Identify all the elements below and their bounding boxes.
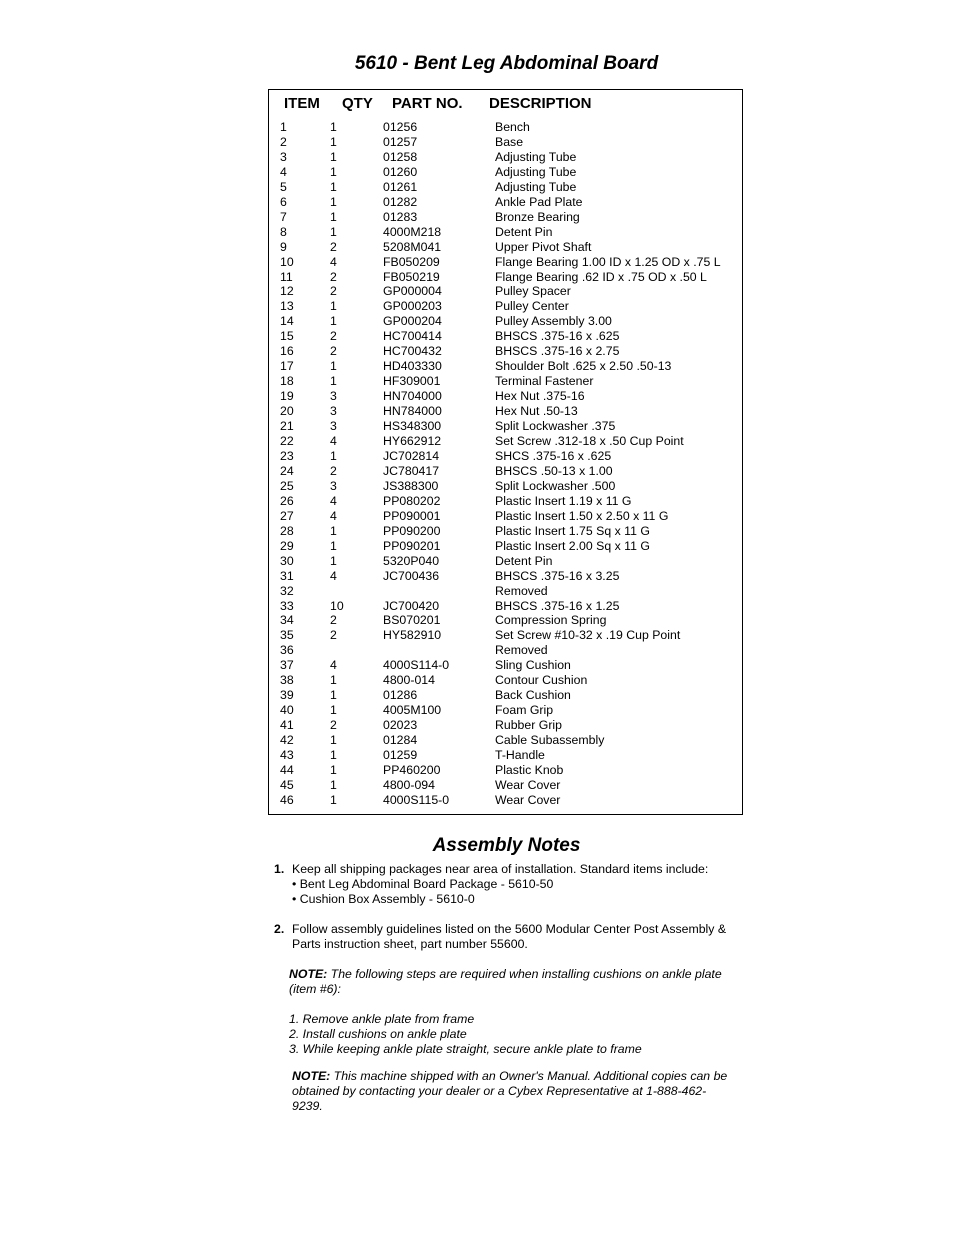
- cell-part-no: FB050209: [383, 254, 440, 269]
- table-header: [269, 95, 742, 115]
- cell-item: 12: [280, 284, 294, 299]
- cell-part-no: GP000004: [383, 284, 442, 299]
- note-3-line-2: (item #6):: [289, 982, 341, 996]
- cell-qty: 1: [330, 448, 337, 463]
- cell-description: Pulley Assembly 3.00: [495, 314, 612, 329]
- cell-part-no: 01259: [383, 748, 418, 763]
- cell-part-no: GP000203: [383, 299, 442, 314]
- cell-qty: 2: [330, 628, 337, 643]
- header-qty: QTY: [342, 95, 373, 112]
- assembly-notes-title: Assembly Notes: [432, 835, 581, 856]
- table-row: [269, 703, 742, 718]
- cell-part-no: 01286: [383, 688, 418, 703]
- cell-item: 6: [280, 194, 287, 209]
- cell-part-no: JC780417: [383, 463, 440, 478]
- cell-part-no: 4005M100: [383, 703, 442, 718]
- cell-item: 28: [280, 523, 294, 538]
- cell-part-no: JC702814: [383, 448, 440, 463]
- table-row: [269, 314, 742, 329]
- cell-description: Wear Cover: [495, 777, 561, 792]
- cell-item: 45: [280, 777, 294, 792]
- table-row: [269, 225, 742, 240]
- cell-description: Ankle Pad Plate: [495, 194, 583, 209]
- cell-item: 18: [280, 374, 294, 389]
- note-2-number: 2.: [274, 922, 285, 936]
- table-row: [269, 389, 742, 404]
- cell-item: 44: [280, 762, 294, 777]
- cell-qty: 1: [330, 523, 337, 538]
- cell-description: Plastic Insert 1.75 Sq x 11 G: [495, 523, 650, 538]
- table-row: [269, 135, 742, 150]
- cell-qty: 1: [330, 792, 337, 807]
- note-4-text: This machine shipped with an Owner's Manual. Additional copies can be: [330, 1069, 728, 1083]
- table-row: [269, 748, 742, 763]
- cell-qty: 1: [330, 762, 337, 777]
- cell-part-no: 5208M041: [383, 239, 442, 254]
- note-1-bullet-1: • Bent Leg Abdominal Board Package - 5610-50: [292, 877, 554, 891]
- cell-item: 1: [280, 120, 287, 134]
- cell-description: BHSCS .375-16 x .625: [495, 329, 620, 344]
- table-row: [269, 673, 742, 688]
- table-row: [269, 584, 742, 599]
- table-body: [269, 120, 742, 808]
- cell-item: 14: [280, 314, 294, 329]
- note-1-number: 1.: [274, 862, 285, 876]
- table-row: [269, 464, 742, 479]
- cell-part-no: JC700436: [383, 568, 440, 583]
- cell-item: 24: [280, 463, 294, 478]
- cell-qty: 2: [330, 269, 337, 284]
- table-row: [269, 299, 742, 314]
- cell-item: 23: [280, 448, 294, 463]
- cell-item: 39: [280, 688, 294, 703]
- cell-item: 31: [280, 568, 294, 583]
- cell-item: 16: [280, 344, 294, 359]
- cell-description: BHSCS .375-16 x 3.25: [495, 568, 620, 583]
- cell-item: 2: [280, 134, 287, 149]
- cell-part-no: 4800-094: [383, 777, 435, 792]
- note-3-text: The following steps are required when installing cushions on ankle plate: [327, 967, 722, 981]
- table-row: [269, 404, 742, 419]
- cell-item: 38: [280, 673, 294, 688]
- note-4-label: NOTE:: [292, 1069, 331, 1083]
- cell-description: Shoulder Bolt .625 x 2.50 .50-13: [495, 359, 672, 374]
- cell-description: Pulley Center: [495, 299, 569, 314]
- table-row: [269, 628, 742, 643]
- cell-description: Hex Nut .50-13: [495, 404, 578, 419]
- cell-qty: 1: [330, 553, 337, 568]
- cell-item: 11: [280, 269, 293, 284]
- cell-qty: 4: [330, 658, 337, 673]
- cell-description: Cable Subassembly: [495, 733, 605, 748]
- table-row: [269, 180, 742, 195]
- cell-part-no: HC700432: [383, 344, 442, 359]
- cell-description: Pulley Spacer: [495, 284, 571, 299]
- cell-item: 30: [280, 553, 294, 568]
- cell-item: 8: [280, 224, 287, 239]
- cell-part-no: HY662912: [383, 434, 442, 449]
- cell-part-no: 01283: [383, 209, 418, 224]
- cell-description: Upper Pivot Shaft: [495, 239, 592, 254]
- cell-item: 29: [280, 538, 294, 553]
- table-row: [269, 120, 742, 135]
- cell-part-no: 4000S114-0: [383, 658, 450, 673]
- cell-item: 41: [280, 718, 294, 733]
- table-row: [269, 599, 742, 614]
- cell-qty: 2: [330, 613, 337, 628]
- cell-qty: 1: [330, 703, 337, 718]
- cell-part-no: FB050219: [383, 269, 440, 284]
- cell-item: 9: [280, 239, 287, 254]
- header-part-no: PART NO.: [392, 95, 463, 112]
- table-row: [269, 479, 742, 494]
- cell-item: 33: [280, 598, 294, 613]
- cell-qty: 1: [330, 777, 337, 792]
- cell-description: Wear Cover: [495, 792, 561, 807]
- cell-qty: 3: [330, 389, 337, 404]
- table-row: [269, 329, 742, 344]
- cell-part-no: 01260: [383, 164, 418, 179]
- cell-qty: 1: [330, 299, 337, 314]
- cell-description: Bench: [495, 120, 530, 134]
- table-row: [269, 569, 742, 584]
- cell-item: 22: [280, 434, 294, 449]
- cell-qty: 1: [330, 733, 337, 748]
- cell-qty: 1: [330, 179, 337, 194]
- cell-part-no: GP000204: [383, 314, 442, 329]
- cell-part-no: 5320P040: [383, 553, 440, 568]
- cell-part-no: PP460200: [383, 762, 441, 777]
- note-4-line-1: [292, 1069, 727, 1084]
- cell-qty: 1: [330, 314, 337, 329]
- note-3-label: NOTE:: [289, 967, 328, 981]
- cell-qty: 4: [330, 508, 337, 523]
- table-row: [269, 658, 742, 673]
- table-row: [269, 195, 742, 210]
- cell-part-no: HD403330: [383, 359, 442, 374]
- cell-item: 37: [280, 658, 294, 673]
- table-row: [269, 494, 742, 509]
- cell-part-no: BS070201: [383, 613, 441, 628]
- cell-description: SHCS .375-16 x .625: [495, 448, 612, 463]
- cell-qty: 1: [330, 374, 337, 389]
- cell-qty: 1: [330, 164, 337, 179]
- cell-item: 7: [280, 209, 287, 224]
- cell-part-no: HF309001: [383, 374, 441, 389]
- cell-qty: 10: [330, 598, 344, 613]
- cell-description: Base: [495, 134, 524, 149]
- cell-item: 36: [280, 643, 294, 658]
- table-row: [269, 270, 742, 285]
- cell-description: Plastic Knob: [495, 762, 564, 777]
- cell-part-no: 01284: [383, 733, 418, 748]
- cell-description: Sling Cushion: [495, 658, 571, 673]
- cell-description: Flange Bearing 1.00 ID x 1.25 OD x .75 L: [495, 254, 721, 269]
- cell-qty: 1: [330, 538, 337, 553]
- cell-qty: 1: [330, 194, 337, 209]
- cell-qty: 3: [330, 478, 337, 493]
- cell-description: BHSCS .375-16 x 2.75: [495, 344, 620, 359]
- note-1-text: Keep all shipping packages near area of installation. Standard items include:: [292, 862, 709, 876]
- cell-qty: 2: [330, 284, 337, 299]
- cell-description: T-Handle: [495, 748, 545, 763]
- table-row: [269, 793, 742, 808]
- table-row: [269, 359, 742, 374]
- cell-item: 40: [280, 703, 294, 718]
- cell-qty: 1: [330, 209, 337, 224]
- cell-part-no: 01258: [383, 149, 418, 164]
- cell-item: 15: [280, 329, 294, 344]
- cell-qty: 1: [330, 748, 337, 763]
- page-title: 5610 - Bent Leg Abdominal Board: [354, 53, 659, 74]
- cell-part-no: 4800-014: [383, 673, 435, 688]
- cell-part-no: 01261: [383, 179, 418, 194]
- cell-description: Adjusting Tube: [495, 179, 577, 194]
- note-4-line-3: 9239.: [292, 1099, 323, 1113]
- cell-qty: 1: [330, 120, 337, 134]
- table-row: [269, 374, 742, 389]
- note-1-bullet-2: • Cushion Box Assembly - 5610-0: [292, 892, 475, 906]
- cell-description: Set Screw .312-18 x .50 Cup Point: [495, 434, 684, 449]
- cell-description: Rubber Grip: [495, 718, 562, 733]
- cell-qty: 4: [330, 434, 337, 449]
- cell-item: 3: [280, 149, 287, 164]
- cell-description: Plastic Insert 2.00 Sq x 11 G: [495, 538, 650, 553]
- cell-description: Set Screw #10-32 x .19 Cup Point: [495, 628, 681, 643]
- table-row: [269, 284, 742, 299]
- cell-description: Flange Bearing .62 ID x .75 OD x .50 L: [495, 269, 707, 284]
- note-2-line-1: Follow assembly guidelines listed on the 5600 Modular Center Post Assembly &: [292, 922, 727, 936]
- cell-qty: 4: [330, 493, 337, 508]
- cell-part-no: PP090201: [383, 538, 441, 553]
- note-3-step-1: 1. Remove ankle plate from frame: [289, 1012, 475, 1026]
- cell-item: 46: [280, 792, 294, 807]
- cell-description: Plastic Insert 1.50 x 2.50 x 11 G: [495, 508, 669, 523]
- cell-item: 5: [280, 179, 287, 194]
- table-row: [269, 613, 742, 628]
- cell-part-no: HN784000: [383, 404, 442, 419]
- cell-part-no: 01282: [383, 194, 418, 209]
- cell-qty: 1: [330, 359, 337, 374]
- table-row: [269, 718, 742, 733]
- cell-item: 27: [280, 508, 294, 523]
- cell-description: Back Cushion: [495, 688, 571, 703]
- table-row: [269, 434, 742, 449]
- cell-part-no: PP090001: [383, 508, 441, 523]
- cell-description: Adjusting Tube: [495, 164, 577, 179]
- table-row: [269, 255, 742, 270]
- cell-part-no: HY582910: [383, 628, 442, 643]
- cell-part-no: 02023: [383, 718, 418, 733]
- table-row: [269, 419, 742, 434]
- cell-part-no: HS348300: [383, 419, 442, 434]
- table-row: [269, 165, 742, 180]
- cell-description: BHSCS .50-13 x 1.00: [495, 463, 613, 478]
- cell-qty: 2: [330, 463, 337, 478]
- table-row: [269, 240, 742, 255]
- cell-item: 34: [280, 613, 294, 628]
- cell-part-no: PP080202: [383, 493, 441, 508]
- cell-item: 42: [280, 733, 294, 748]
- cell-qty: 1: [330, 134, 337, 149]
- table-row: [269, 763, 742, 778]
- table-row: [269, 509, 742, 524]
- note-3-step-2: 2. Install cushions on ankle plate: [289, 1027, 467, 1041]
- cell-description: Removed: [495, 583, 548, 598]
- cell-qty: 1: [330, 673, 337, 688]
- cell-qty: 2: [330, 344, 337, 359]
- note-3-step-3: 3. While keeping ankle plate straight, secure ankle plate to frame: [289, 1042, 642, 1056]
- cell-description: Plastic Insert 1.19 x 11 G: [495, 493, 632, 508]
- cell-qty: 1: [330, 149, 337, 164]
- cell-description: Detent Pin: [495, 224, 553, 239]
- cell-description: Split Lockwasher .375: [495, 419, 616, 434]
- cell-description: Removed: [495, 643, 548, 658]
- cell-qty: 2: [330, 718, 337, 733]
- cell-qty: 4: [330, 254, 337, 269]
- cell-description: Split Lockwasher .500: [495, 478, 616, 493]
- table-row: [269, 344, 742, 359]
- table-row: [269, 539, 742, 554]
- cell-qty: 1: [330, 224, 337, 239]
- note-2-line-2: Parts instruction sheet, part number 55600.: [292, 937, 528, 951]
- cell-part-no: HC700414: [383, 329, 442, 344]
- cell-part-no: PP090200: [383, 523, 441, 538]
- cell-qty: 2: [330, 239, 337, 254]
- note-3-line-1: [289, 967, 722, 982]
- parts-table: [268, 89, 743, 815]
- table-row: [269, 643, 742, 658]
- cell-description: Terminal Fastener: [495, 374, 594, 389]
- header-description: DESCRIPTION: [489, 95, 592, 112]
- cell-part-no: JS388300: [383, 478, 439, 493]
- cell-description: Adjusting Tube: [495, 149, 577, 164]
- cell-part-no: JC700420: [383, 598, 440, 613]
- cell-item: 20: [280, 404, 294, 419]
- table-row: [269, 733, 742, 748]
- cell-description: Bronze Bearing: [495, 209, 580, 224]
- table-row: [269, 449, 742, 464]
- cell-item: 4: [280, 164, 287, 179]
- cell-item: 25: [280, 478, 294, 493]
- table-row: [269, 778, 742, 793]
- table-row: [269, 210, 742, 225]
- cell-description: BHSCS .375-16 x 1.25: [495, 598, 620, 613]
- cell-item: 21: [280, 419, 294, 434]
- table-row: [269, 150, 742, 165]
- cell-part-no: 01257: [383, 134, 418, 149]
- table-row: [269, 524, 742, 539]
- cell-part-no: 01256: [383, 120, 418, 134]
- cell-qty: 4: [330, 568, 337, 583]
- table-row: [269, 554, 742, 569]
- cell-qty: 2: [330, 329, 337, 344]
- cell-description: Compression Spring: [495, 613, 607, 628]
- cell-qty: 3: [330, 419, 337, 434]
- cell-qty: 1: [330, 688, 337, 703]
- cell-item: 17: [280, 359, 294, 374]
- cell-item: 26: [280, 493, 294, 508]
- cell-part-no: HN704000: [383, 389, 442, 404]
- cell-description: Contour Cushion: [495, 673, 588, 688]
- table-row: [269, 688, 742, 703]
- cell-description: Hex Nut .375-16: [495, 389, 585, 404]
- cell-part-no: 4000S115-0: [383, 792, 450, 807]
- cell-item: 32: [280, 583, 294, 598]
- header-item: ITEM: [284, 95, 320, 112]
- cell-part-no: 4000M218: [383, 224, 442, 239]
- cell-item: 19: [280, 389, 294, 404]
- cell-description: Foam Grip: [495, 703, 554, 718]
- cell-qty: 3: [330, 404, 337, 419]
- cell-item: 13: [280, 299, 294, 314]
- cell-item: 43: [280, 748, 294, 763]
- cell-item: 35: [280, 628, 294, 643]
- cell-item: 10: [280, 254, 294, 269]
- cell-description: Detent Pin: [495, 553, 553, 568]
- note-4-line-2: obtained by contacting your dealer or a Cybex Representative at 1-888-462-: [292, 1084, 707, 1098]
